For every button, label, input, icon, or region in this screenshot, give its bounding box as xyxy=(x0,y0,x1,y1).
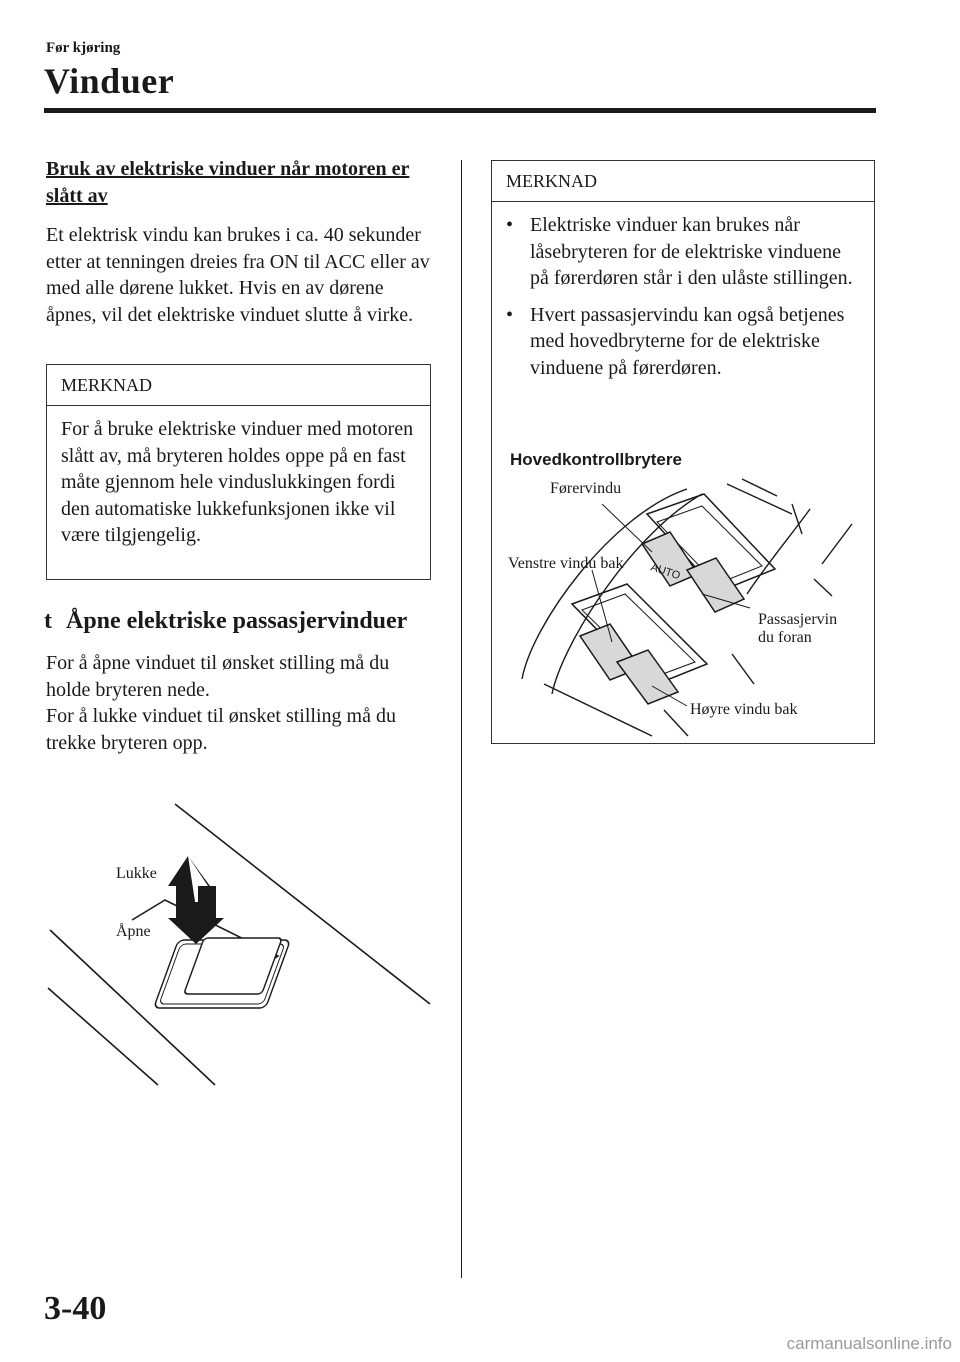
switch-illustration xyxy=(40,790,440,1100)
master-switch-illustration xyxy=(492,474,872,740)
label-driver-window: Førervindu xyxy=(550,480,622,497)
section-marker: t xyxy=(44,608,52,634)
note-title: MERKNAD xyxy=(492,161,874,202)
note-bullet xyxy=(492,292,874,382)
subheading: Bruk av elektriske vinduer når motoren er slått av xyxy=(46,158,410,207)
switch-button xyxy=(184,938,282,994)
section-label: Før kjøring xyxy=(46,40,121,56)
label-rear-right-window: Høyre vindu bak xyxy=(690,701,798,718)
label-close: Lukke xyxy=(116,865,157,882)
intro-paragraph: Et elektrisk vindu kan brukes i ca. 40 sekunder etter at tenningen dreies fra ON til ACC eller av med alle dørene lukket. Hvis en av dørene åpnes, vil det elektriske vinduet slutte å virke. xyxy=(46,224,430,326)
label-open: Åpne xyxy=(116,923,151,940)
double-arrow-icon xyxy=(168,856,224,944)
auto-label: AUTO xyxy=(649,561,682,583)
label-rear-left-window: Venstre vindu bak xyxy=(508,555,624,572)
figure-title: Hovedkontrollbrytere xyxy=(510,450,682,469)
page-number: 3-40 xyxy=(44,1290,107,1327)
note-box-left xyxy=(46,364,431,580)
bullet-text: Elektriske vinduer kan brukes når låsebryteren for de elektriske vinduene på førerdøren står i den ulåste stillingen. xyxy=(530,214,853,289)
instructions xyxy=(46,650,436,756)
label-front-passenger-window-2: du foran xyxy=(758,629,812,646)
note-title: MERKNAD xyxy=(47,365,430,406)
bullet-marker: • xyxy=(506,303,514,326)
chapter-title: Vinduer xyxy=(44,61,175,101)
column-divider xyxy=(461,160,462,1278)
section-heading-text: Åpne elektriske passasjervinduer xyxy=(66,608,408,634)
instruction-close: For å lukke vinduet til ønsket stilling må du trekke bryteren opp. xyxy=(46,705,396,754)
bullet-text: Hvert passasjervindu kan også betjenes med hovedbryterne for de elektriske vinduene på førerdøren. xyxy=(530,303,845,379)
bullet-marker: • xyxy=(506,214,514,236)
door-panel-lines xyxy=(522,479,852,736)
switch-cluster xyxy=(572,494,775,704)
instruction-open: For å åpne vinduet til ønsket stilling må du holde bryteren nede. xyxy=(46,652,390,701)
note-bullet xyxy=(492,202,874,292)
switch xyxy=(154,938,291,1008)
section-heading xyxy=(44,608,407,635)
label-front-passenger-window-1: Passasjervin xyxy=(758,611,838,628)
watermark: carmanualsonline.info xyxy=(786,1334,952,1353)
note-text: For å bruke elektriske vinduer med motoren slått av, må bryteren holdes oppe på en fast måte gjennom hele vinduslukkingen fordi den automatiske lukkefunksjonen ikke vil være tilgjengelig. xyxy=(61,418,414,546)
header-rule xyxy=(44,108,876,113)
